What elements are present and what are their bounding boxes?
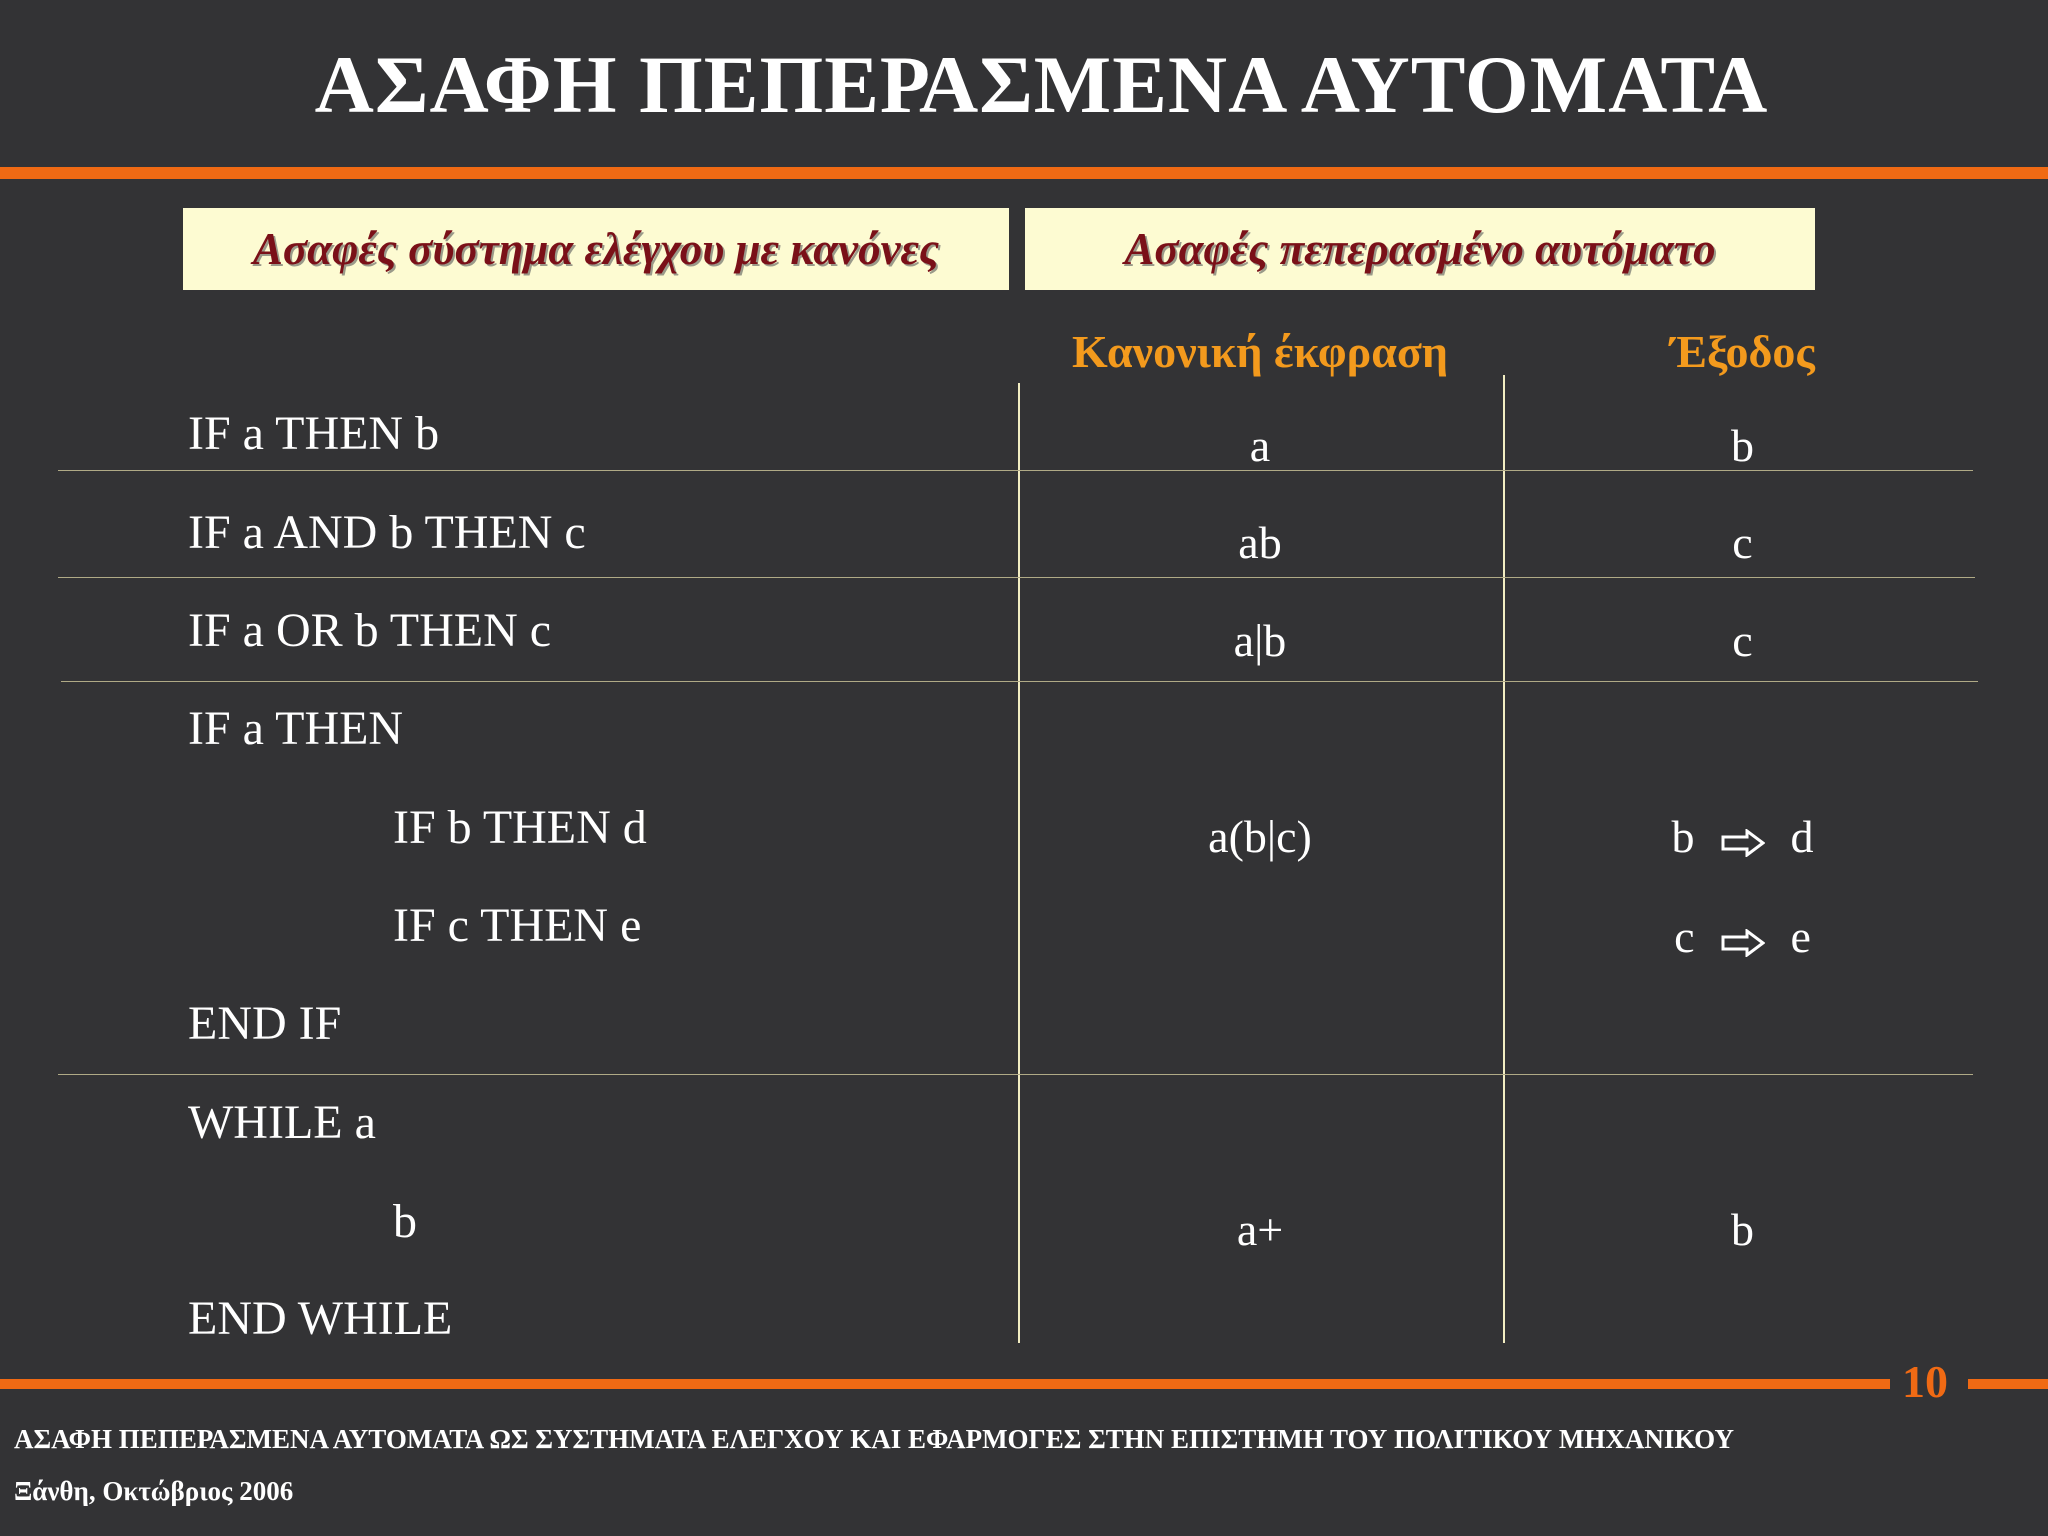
output-cell	[1505, 810, 1980, 868]
page-number: 10	[1902, 1356, 1948, 1407]
output-result-symbol: e	[1790, 911, 1811, 962]
regex-cell: ab	[1238, 517, 1282, 568]
output-input-symbol: c	[1674, 911, 1695, 962]
slide-title: ΑΣΑΦΗ ΠΕΠΕΡΑΣΜΕΝΑ ΑΥΤΟΜΑΤΑ	[314, 39, 1769, 130]
output-cell: b	[1731, 1204, 1754, 1255]
regex-column-heading: Κανονική έκφραση	[1071, 326, 1449, 377]
regex-cell: a+	[1236, 1204, 1284, 1255]
rule-line: END IF	[188, 997, 342, 1050]
row-divider	[61, 681, 1978, 682]
footer-divider-left	[0, 1379, 1890, 1389]
footer-place-date: Ξάνθη, Οκτώβριος 2006	[14, 1476, 294, 1506]
rule-line: IF a THEN	[188, 702, 404, 755]
output-result-symbol: d	[1790, 811, 1814, 862]
footer-divider-right	[1968, 1379, 2048, 1389]
rule-line: IF b THEN d	[393, 801, 647, 854]
regex-cell: a|b	[1233, 615, 1287, 666]
rule-line: IF a AND b THEN c	[188, 506, 586, 559]
output-input-symbol: b	[1671, 811, 1695, 862]
title-divider	[0, 167, 2048, 179]
rule-system-header: Ασαφές σύστημα ελέγχου με κανόνες	[183, 208, 1009, 290]
regex-cell: a(b|c)	[1208, 811, 1312, 862]
rule-line: IF a OR b THEN c	[188, 604, 552, 657]
output-cell: c	[1732, 615, 1753, 666]
row-divider	[58, 577, 1975, 578]
output-cell	[1505, 910, 1980, 968]
output-cell: c	[1732, 517, 1753, 568]
double-right-arrow-icon	[1721, 815, 1765, 868]
rule-line: END WHILE	[188, 1292, 453, 1345]
regex-cell: a	[1249, 420, 1271, 471]
row-divider	[58, 1074, 1973, 1075]
rule-line: WHILE a	[188, 1096, 376, 1149]
output-cell: b	[1731, 420, 1754, 471]
double-right-arrow-icon	[1721, 915, 1765, 968]
rule-line: IF a THEN b	[188, 407, 440, 460]
automaton-header: Ασαφές πεπερασμένο αυτόματο	[1025, 208, 1815, 290]
rule-line: IF c THEN e	[393, 899, 642, 952]
footer-title: ΑΣΑΦΗ ΠΕΠΕΡΑΣΜΕΝΑ ΑΥΤΟΜΑΤΑ ΩΣ ΣΥΣΤΗΜΑΤΑ ΕΛΕΓΧΟΥ ΚΑΙ ΕΦΑΡΜΟΓΕΣ ΣΤΗΝ ΕΠΙΣΤΗΜΗ ΤΟΥ ΠΟΛΙΤΙΚΟΥ ΜΗΧΑΝΙΚΟΥ	[14, 1424, 1734, 1454]
output-column-heading: Έξοδος	[1670, 326, 1815, 377]
rule-line: b	[393, 1195, 417, 1248]
